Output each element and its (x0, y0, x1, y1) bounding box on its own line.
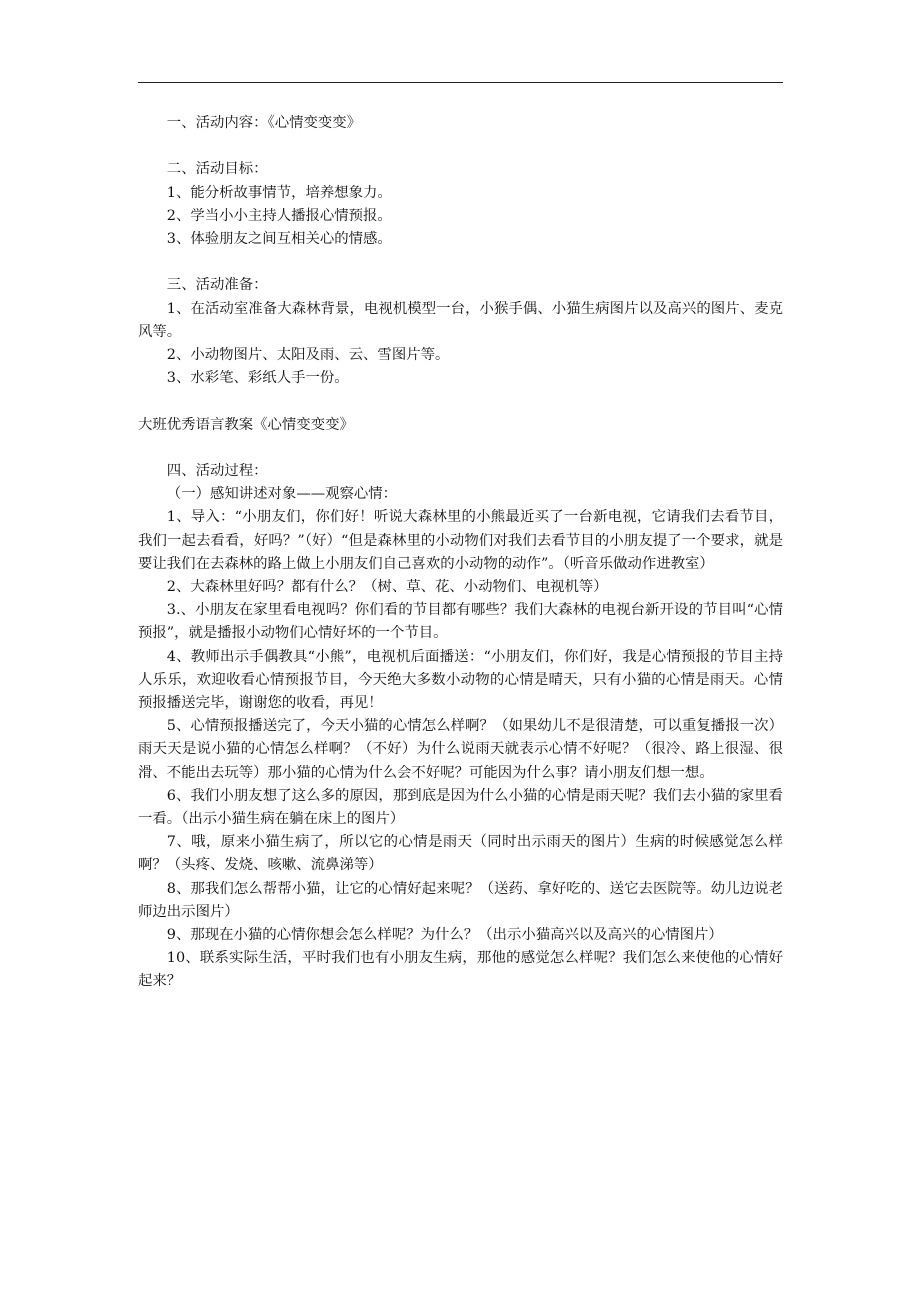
process-step: 3.、小朋友在家里看电视吗？你们看的节目都有哪些？我们大森林的电视台新开设的节目叫“心情预报”，就是播报小动物们心情好坏的一个节目。 (138, 602, 783, 642)
process-step: 7、哦，原来小猫生病了，所以它的心情是雨天（同时出示雨天的图片）生病的时候感觉怎么样啊？（头疼、发烧、咳嗽、流鼻涕等） (138, 834, 783, 874)
section3-heading: 三、活动准备： (166, 277, 268, 294)
process-step: 4、教师出示手偶教具“小熊”，电视机后面播送：“小朋友们，你们好，我是心情预报的节目主持人乐乐，欢迎收看心情预报节目，今天绝大多数小动物的心情是晴天，只有小猫的心情是雨天。心情预报播送完毕，谢谢您的收看，再见！ (138, 648, 783, 712)
goal-item: 1、能分析故事情节，培养想象力。 (166, 184, 392, 201)
goal-item: 3、体验朋友之间互相关心的情感。 (166, 231, 392, 247)
section4-heading: 四、活动过程： (166, 462, 268, 479)
process-step: 10、联系实际生活，平时我们也有小朋友生病，那他的感觉怎么样呢？我们怎么来使他的心情好起来？ (138, 950, 783, 990)
document-title: 大班优秀语言教案《心情变变变》 (138, 416, 354, 433)
section4-subheading: （一）感知讲述对象——观察心情： (166, 486, 398, 503)
prep-item: 1、在活动室准备大森林背景，电视机模型一台，小猴手偶、小猫生病图片以及高兴的图片、麦克风等。 (138, 300, 783, 340)
document-body (138, 112, 783, 994)
section1-heading: 一、活动内容：《心情变变变》 (166, 115, 362, 131)
process-step: 9、那现在小猫的心情你想会怎么样呢？为什么？（出示小猫高兴以及高兴的心情图片） (166, 927, 723, 944)
process-step: 6、我们小朋友想了这么多的原因，那到底是因为什么小猫的心情是雨天呢？我们去小猫的家里看一看。（出示小猫生病在躺在床上的图片） (138, 787, 783, 828)
header-rule (138, 82, 783, 83)
prep-item: 2、小动物图片、太阳及雨、云、雪图片等。 (166, 347, 450, 363)
process-step: 1、导入：“小朋友们，你们好！听说大森林里的小熊最近买了一台新电视，它请我们去看节目，我们一起去看看，好吗？”（好）“但是森林里的小动物们对我们去看节目的小朋友提了一个要求，就是要让我们在去森林的路上做上小朋友们自己喜欢的小动物的动作”。（听音乐做动作进教室） (138, 509, 783, 572)
process-step: 8、那我们怎么帮帮小猫，让它的心情好起来呢？（送药、拿好吃的、送它去医院等。幼儿边说老师边出示图片） (138, 880, 783, 920)
goal-item: 2、学当小小主持人播报心情预报。 (166, 207, 392, 224)
process-step: 5、心情预报播送完了，今天小猫的心情怎么样啊？（如果幼儿不是很清楚，可以重复播报一次）雨天天是说小猫的心情怎么样啊？（不好）为什么说雨天就表示心情不好呢？（很冷、路上很湿、很滑、不能出去玩等）那小猫的心情为什么会不好呢？可能因为什么事？请小朋友们想一想。 (138, 718, 783, 781)
section2-heading: 二、活动目标： (166, 161, 268, 178)
prep-item: 3、水彩笔、彩纸人手一份。 (166, 370, 349, 387)
process-step: 2、大森林里好吗？都有什么？（树、草、花、小动物们、电视机等） (166, 579, 608, 595)
